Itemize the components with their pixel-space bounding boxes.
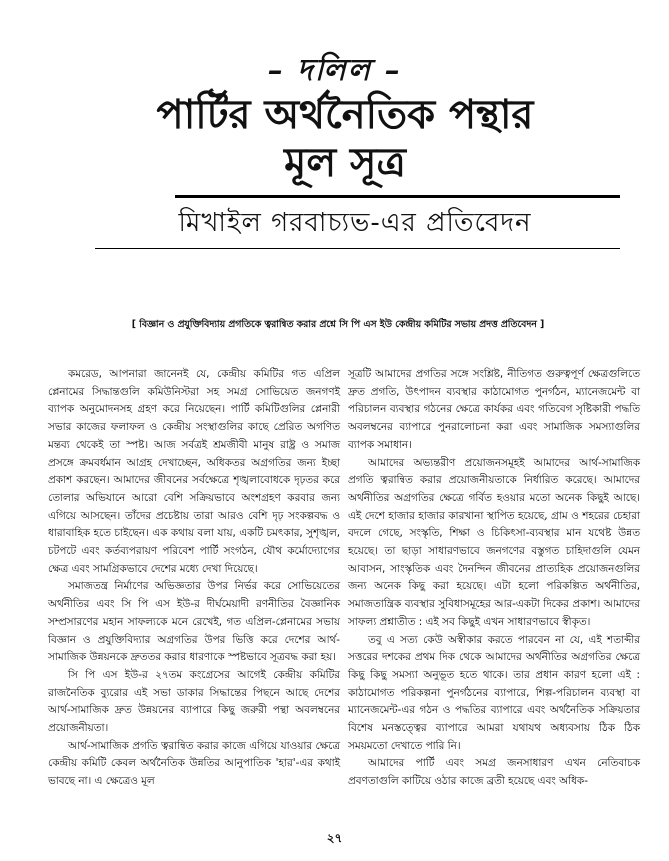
byline: মিখাইল গরবাচ্যভ-এর প্রতিবেদন <box>178 208 532 238</box>
section-kicker: – দলিল – <box>267 53 402 88</box>
left-column <box>48 366 340 791</box>
paragraph: সি পি এস ইউ-র ২৭তম কংগ্রেসের আগেই কেন্দ্রীয় কমিটির রাজনৈতিক ব্যুরোর এই সভা ডাকার সিদ্ধান্তের পিছনে আছে দেশের আর্থ-সামাজিক দ্রুত উন্নয়নের ব্যাপারে কিছু জরুরী পন্থা অবলম্বনের প্রয়োজনীয়তা। <box>48 668 340 735</box>
page-number: ২৭ <box>326 831 343 845</box>
right-column <box>348 366 640 791</box>
paragraph: সূত্রটি আমাদের প্রগতির সঙ্গে সংশ্লিষ্ট, নীতিগত গুরুত্বপূর্ণ ক্ষেত্রগুলিতে দ্রুত প্রগতি, উৎপাদন ব্যবস্থার কাঠামোগত পুনর্গঠন, ম্যানেজমেন্ট বা পরিচালন ব্যবস্থার গঠনের ক্ষেত্রে কার্যকর এবং গতিবেগ সৃষ্টিকারী পদ্ধতি অবলম্বনের ব্যাপারে পুনরালোচনা করা এবং সামাজিক সমস্যাগুলির ব্যাপক সমাধান। <box>348 368 640 451</box>
article-title-line-1: পার্টির অর্থনৈতিক পন্থার <box>156 91 534 138</box>
paragraph: তবু এ সত্য কেউ অস্বীকার করতে পারবেন না যে, এই শতাব্দীর সত্তরের দশকের প্রথম দিক থেকে আমাদের অর্থনীতির অগ্রগতির ক্ষেত্রে কিছু কিছু সমস্যা অনুভূত হতে থাকে। তার প্রধান কারণ হলো এই : কাঠামোগত পরিকল্পনা পুনর্গঠনের ব্যাপারে, শিল্প-পরিচালন ব্যবস্থা বা ম্যানেজমেন্ট-এর গঠন ও পদ্ধতির ব্যাপারে এবং অর্থনৈতিক সক্রিয়তার বিশেষ মনস্তত্ত্বের ব্যাপারে আমরা যথাযথ অধ্যবসায় ঠিক ঠিক সময়মতো দেখাতে পারি নি। <box>348 633 640 752</box>
title-rule <box>175 195 620 198</box>
paragraph: আমাদের অভ্যন্তরীণ প্রয়োজনসমূহই আমাদের আর্থ-সামাজিক প্রগতি ত্বরান্বিত করার প্রয়োজনীয়তাকে নির্ধারিত করেছে। আমাদের অর্থনীতির অগ্রগতির ক্ষেত্রে গর্বিত হওয়ার মতো অনেক কিছুই আছে। এই দেশে হাজার হাজার কারখানা স্থাপিত হয়েছে, গ্রাম ও শহরের চেহারা বদলে গেছে, সংস্কৃতি, শিক্ষা ও চিকিৎসা-ব্যবস্থার মান যথেষ্ট উন্নত হয়েছে। তা ছাড়া সাধারণভাবে জনগণের বস্তুগত চাহিদাগুলি যেমন আবাসন, সাংস্কৃতিক এবং দৈনন্দিন জীবনের প্রাত্যহিক প্রয়োজনগুলির জন্য অনেক কিছু করা হয়েছে। এটা হলো পরিকল্পিত অর্থনীতির, সমাজতান্ত্রিক ব্যবস্থার সুবিধাসমূহের আর-একটা দিকের প্রকাশ। আমাদের সাফল্য প্রশ্নাতীত : এই সব কিছুই এখন সাধারণভাবে স্বীকৃত। <box>348 456 640 628</box>
byline-rule <box>95 248 620 249</box>
paragraph: আমাদের পার্টি এবং সমগ্র জনসাধারণ এখন নেতিবাচক প্রবণতাগুলি কাটিয়ে ওঠার কাজে ব্রতী হয়েছে এবং অধিক- <box>348 757 640 788</box>
paragraph: আর্থ-সামাজিক প্রগতি ত্বরান্বিত করার কাজে এগিয়ে যাওয়ার ক্ষেত্রে কেন্দ্রীয় কমিটি কেবল অর্থনৈতিক উন্নতির আনুপাতিক 'হার'-এর কথাই ভাবছে না। এ ক্ষেত্রেও মূল <box>48 739 340 788</box>
article-title-line-2: মূল সূত্র <box>284 139 406 186</box>
paragraph: সমাজতন্ত্র নির্মাণের অভিজ্ঞতার উপর নির্ভর করে সোভিয়েতের অর্থনীতির এবং সি পি এস ইউ-র দীর্ঘমেয়াদী রণনীতির বৈজ্ঞানিক সম্প্রসারণের মহান সাফল্যকে মনে রেখেই, গত এপ্রিল-প্লেনামের সভায় বিজ্ঞান ও প্রযুক্তিবিদ্যার অগ্রগতির উপর ভিত্তি করে দেশের আর্থ-সামাজিক উন্নয়নকে দ্রুততর করার ধারণাকে স্পষ্টভাবে সূত্রবদ্ধ করা হয়। <box>48 580 340 664</box>
paragraph: কমরেড, আপনারা জানেনই যে, কেন্দ্রীয় কমিটির গত এপ্রিল প্লেনামের সিদ্ধান্তগুলি কমিউনিস্টরা সহ সমগ্র সোভিয়েত জনগণই ব্যাপক অনুমোদনসহ গ্রহণ করে নিয়েছেন। পার্টি কমিটিগুলির প্লেনারী সভার কাজের ফলাফল ও কেন্দ্রীয় সংস্থাগুলির কাছে প্রেরিত অগণিত মন্তব্য থেকেই তা স্পষ্ট। আজ সর্বত্রই শ্রমজীবী মানুষ রাষ্ট্র ও সমাজ প্রসঙ্গে ক্রমবর্ধমান আগ্রহ দেখাচ্ছেন, অধিকতর অগ্রগতির জন্য ইচ্ছা প্রকাশ করছেন। আমাদের জীবনের সর্বক্ষেত্রে শৃঙ্খলাবোধকে দৃঢ়তর করে তোলার অভিযানে আরো বেশি সক্রিয়ভাবে অংশগ্রহণ করবার জন্য এগিয়ে আসছেন। তাঁদের প্রচেষ্টায় তারা আরও বেশি দৃঢ় সংকল্পবদ্ধ ও ধারাবাহিক হতে চাইছেন। এক কথায় বলা যায়, একটি চমৎকার, সুশৃঙ্খল, চটপটে এবং কর্তব্যপরায়ণ পরিবেশ পার্টি সংগঠন, যৌথ কর্মোদ্যোগের ক্ষেত্র এবং সামগ্রিকভাবে দেশের মধ্যে দেখা দিয়েছে। <box>48 368 340 575</box>
subheading: [ বিজ্ঞান ও প্রযুক্তিবিদ্যায় প্রগতিকে ত্বরান্বিত করার প্রশ্নে সি পি এস ইউ কেন্দ্রীয় কমিটির সভায় প্রদত্ত প্রতিবেদন ] <box>131 319 545 330</box>
